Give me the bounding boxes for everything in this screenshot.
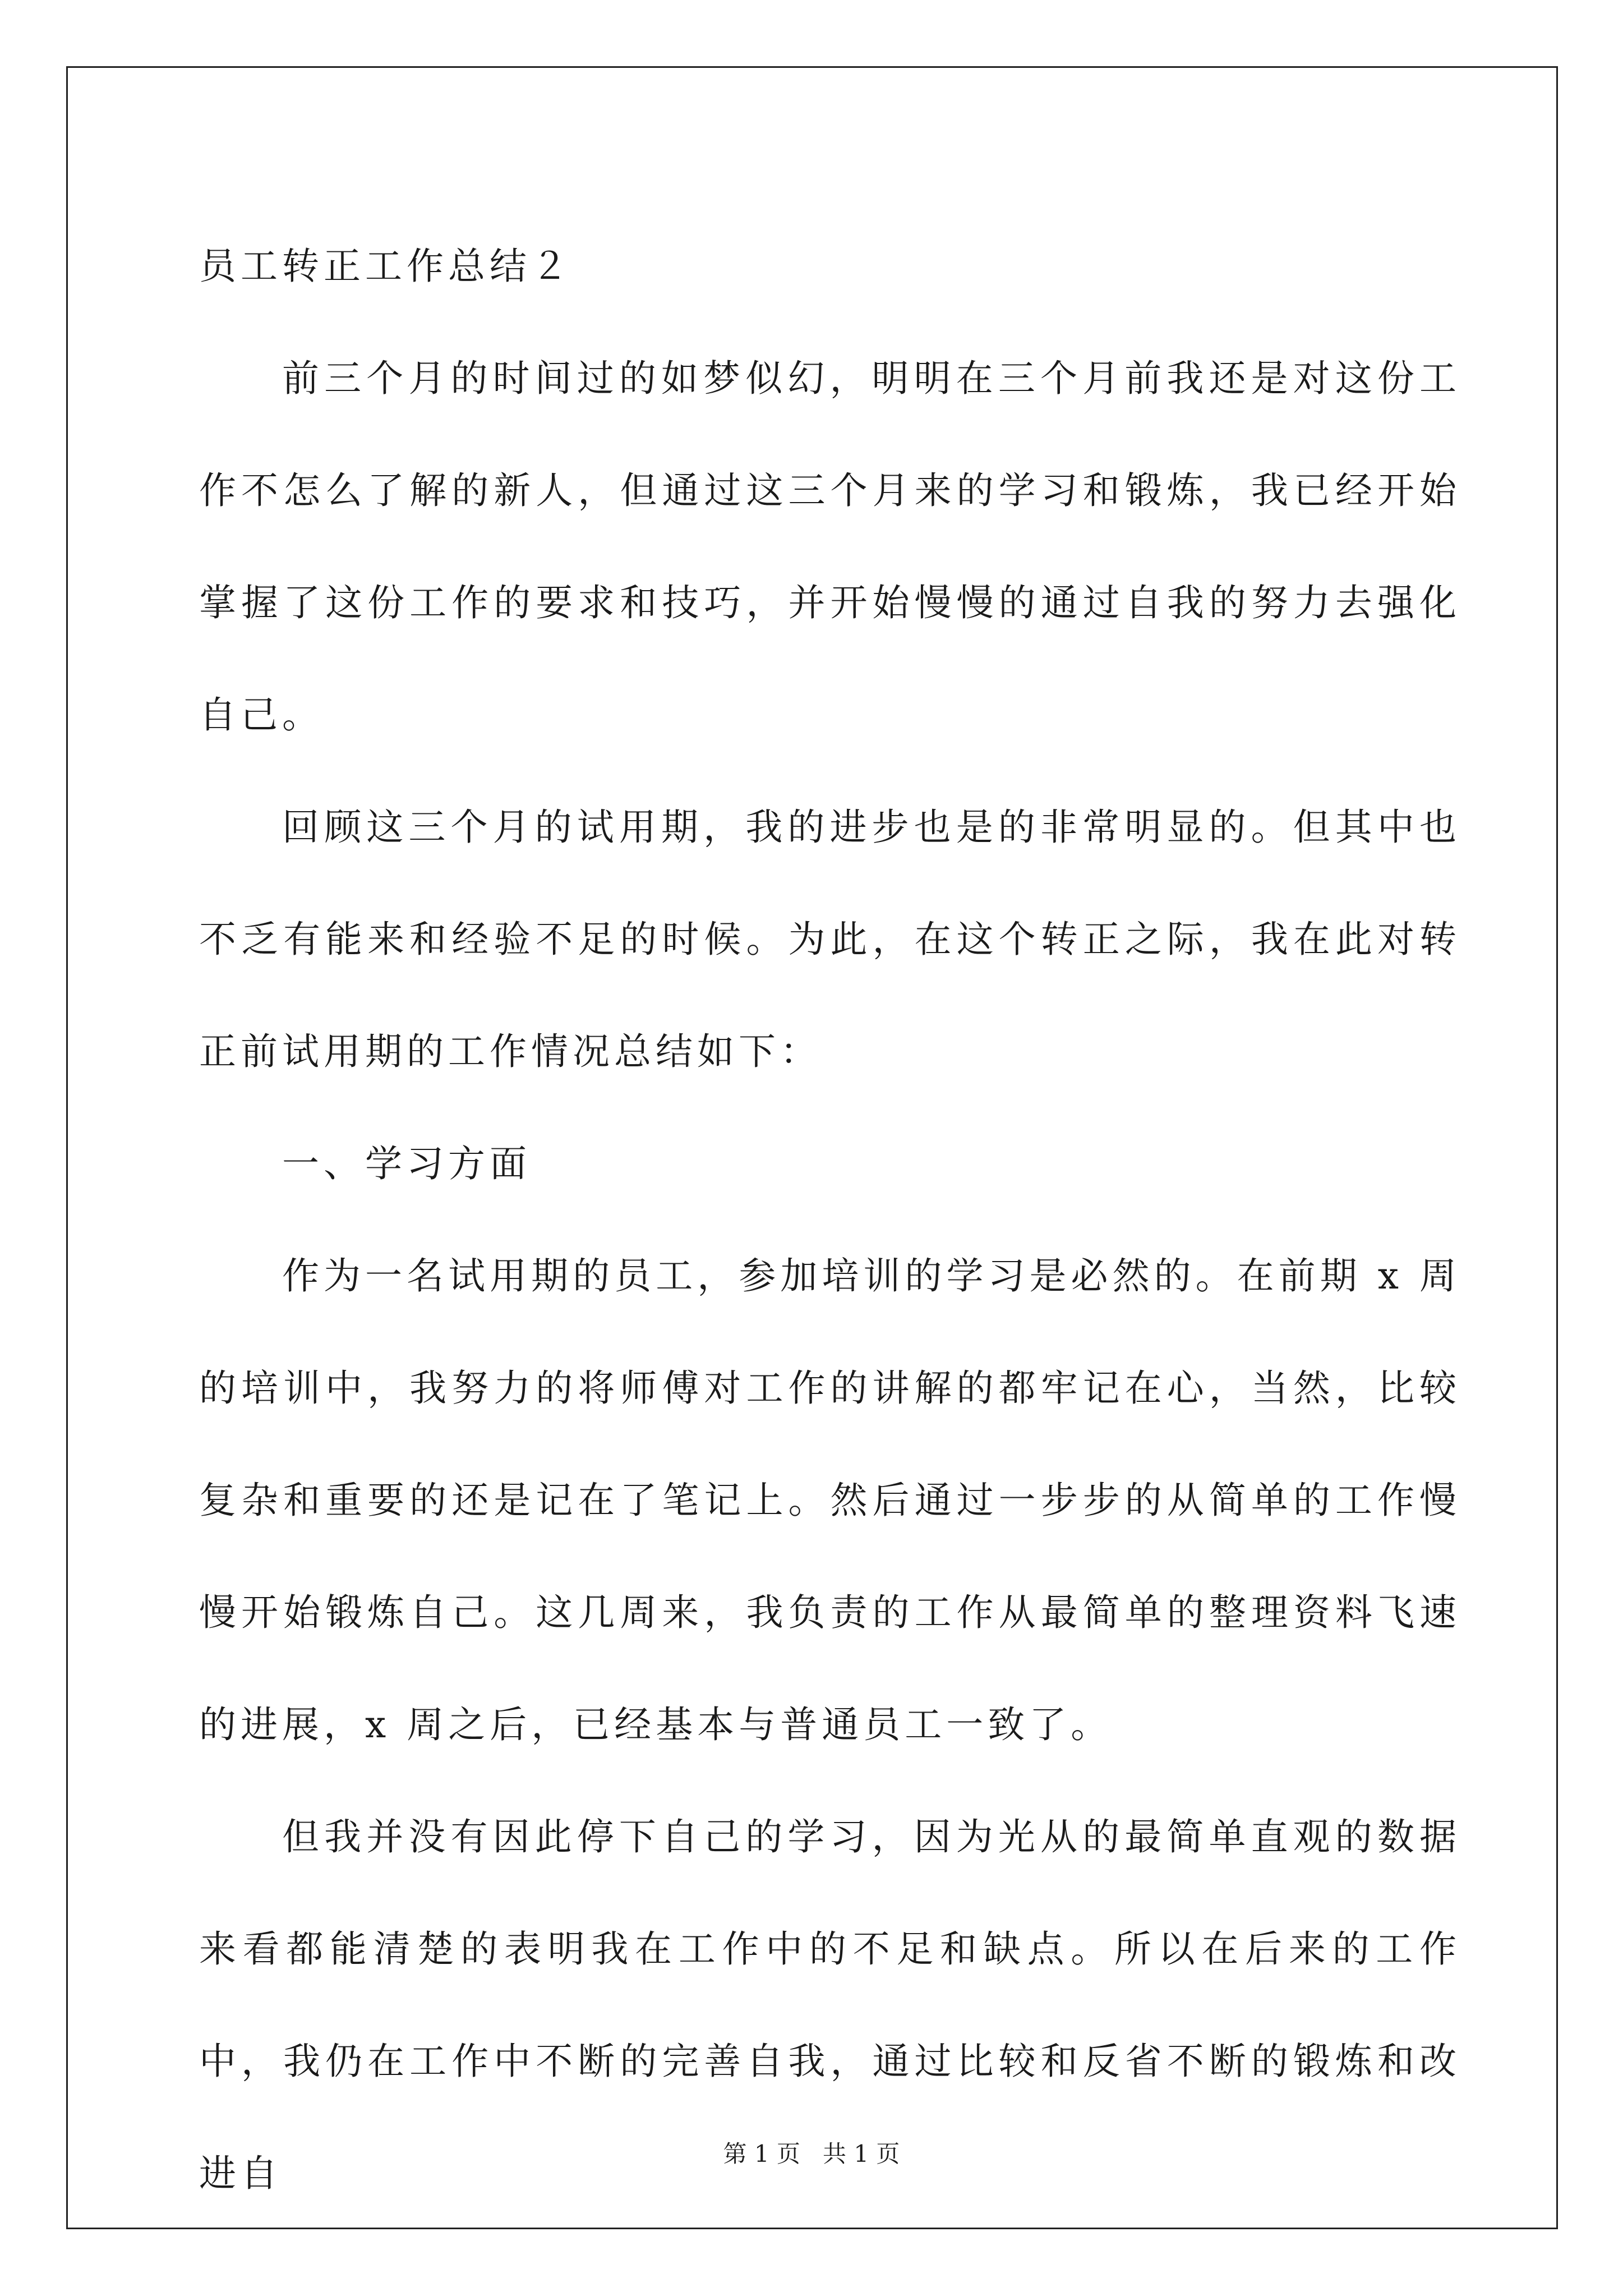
page-number: 第 1 页 [723,2140,800,2168]
section-heading-study: 一、学习方面 [282,1142,531,1185]
page-total: 共 1 页 [823,2140,900,2168]
paragraph-improvement: 但我并没有因此停下自己的学习，因为光从的最简单直观的数据来看都能清楚的表明我在工作中的不足和缺点。所以在后来的工作中，我仍在工作中不断的完善自我，通过比较和反省不断的锻炼和改进自 [199,1815,1461,2195]
document-title: 员工转正工作总结２ [199,245,573,288]
page-footer [0,2137,1623,2171]
paragraph-training: 作为一名试用期的员工，参加培训的学习是必然的。在前期 x 周的培训中，我努力的将师傅对工作的讲解的都牢记在心，当然，比较复杂和重要的还是记在了笔记上。然后通过一步步的从简单的工作慢慢开始锻炼自己。这几周来，我负责的工作从最简单的整理资料飞速的进展，x 周之后，已经基本与普通员工一致了。 [199,1254,1461,1746]
paragraph-intro: 前三个月的时间过的如梦似幻，明明在三个月前我还是对这份工作不怎么了解的新人，但通过这三个月来的学习和锻炼，我已经开始掌握了这份工作的要求和技巧，并开始慢慢的通过自我的努力去强化自己。 [199,357,1461,737]
document-body [199,210,1461,2230]
paragraph-review: 回顾这三个月的试用期，我的进步也是的非常明显的。但其中也不乏有能来和经验不足的时候。为此，在这个转正之际，我在此对转正前试用期的工作情况总结如下： [199,806,1461,1073]
